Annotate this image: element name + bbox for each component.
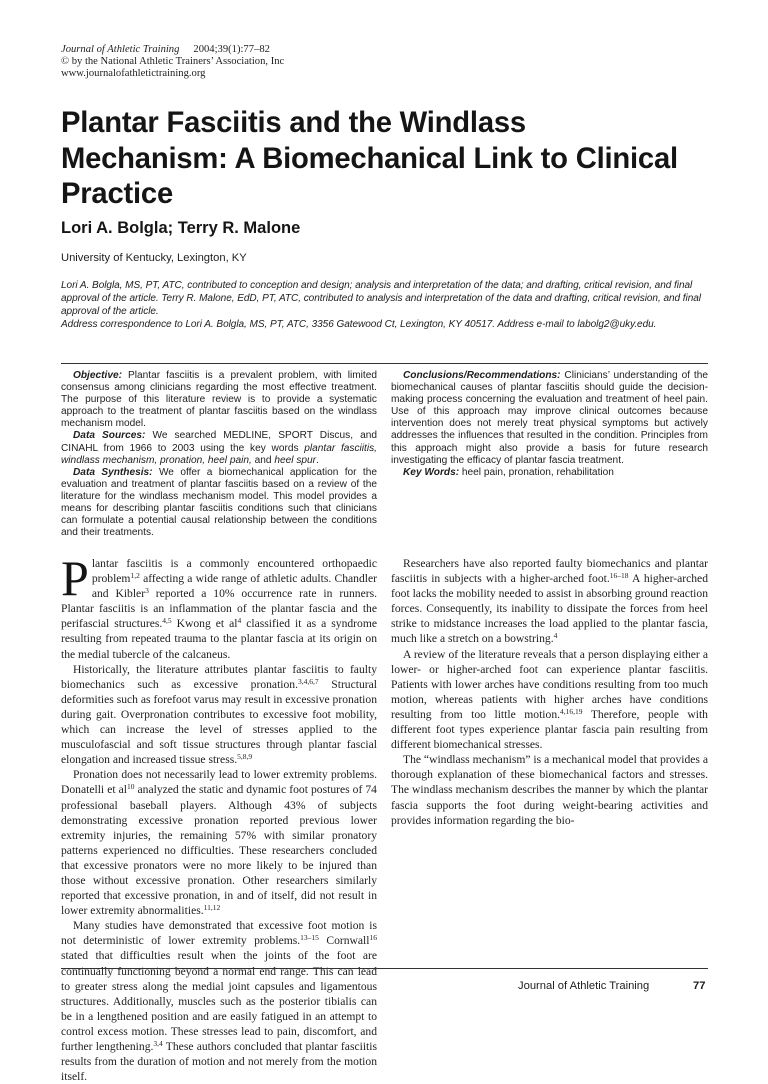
page-number: 77 bbox=[693, 980, 706, 992]
data-synthesis-label: Data Synthesis: bbox=[73, 466, 153, 478]
footer-rule bbox=[61, 968, 708, 969]
body-paragraph: The “windlass mechanism” is a mechanical model that provides a thorough explanation of these biomechanical factors and stresses. The windlass mechanism describes the manner by which the plantar fascia supports the foot during weight-bearing activities and provides information regarding the bio- bbox=[391, 753, 708, 827]
correspondence-address: Address correspondence to Lori A. Bolgla, MS, PT, ATC, 3356 Gatewood Ct, Lexington, KY 40517. Address e-mail to labolg2@uky.edu. bbox=[61, 319, 657, 331]
abstract-objective: Objective: Plantar fasciitis is a prevalent problem, with limited consensus among clinicians regarding the most effective treatment. The purpose of this literature review is to provide a systematic approach to the treatment of plantar fasciitis based on the windlass mechanism model. bbox=[61, 370, 377, 430]
abstract-top-rule bbox=[61, 363, 708, 364]
drop-cap: P bbox=[61, 550, 89, 606]
author-list: Lori A. Bolgla; Terry R. Malone bbox=[61, 219, 301, 237]
abstract-column-right bbox=[391, 370, 708, 479]
journal-name: Journal of Athletic Training bbox=[61, 44, 180, 55]
data-sources-label: Data Sources: bbox=[73, 430, 146, 442]
abstract-key-words: Key Words: heel pain, pronation, rehabilitation bbox=[403, 466, 614, 478]
body-column-left bbox=[61, 550, 378, 1084]
article-title: Plantar Fasciitis and the Windlass Mechanism: A Biomechanical Link to Clinical Practice bbox=[61, 107, 678, 210]
abstract-data-sources: Data Sources: We searched MEDLINE, SPORT Discus, and CINAHL from 1966 to 2003 using the key words plantar fasciitis, windlass mechanism, pronation, heel pain, and heel spur. bbox=[61, 430, 377, 466]
abstract-conclusions: Conclusions/Recommendations: Clinicians’ understanding of the biomechanical causes of plantar fasciitis should guide the decision-making process concerning the evaluation and treatment of heel pain. Use of this approach may improve clinical outcomes because intervention does not merely treat physical symptoms but actively addresses the influences that resulted in the condition. Principles from this approach might also provide a basis for future research investigating the efficacy of plantar fascia treatment. bbox=[391, 370, 708, 466]
body-paragraph: Historically, the literature attributes plantar fasciitis to faulty biomechanics such as excessive pronation.$^{3,4,6,7}$ Structural deformities such as forefoot varus may result in excessive pronation during gait. Overpronation contributes to excessive foot mobility, which can increase the level of stresses applied to the musculofascial and soft tissue structures through plantar fascial elongation and increased tissue stress.$^{5,8,9}$ bbox=[61, 662, 377, 767]
objective-label: Objective: bbox=[73, 370, 122, 381]
footer-journal-name: Journal of Athletic Training bbox=[518, 980, 650, 992]
body-paragraph: Plantar fasciitis is a commonly encountered orthopaedic problem$^{1,2}$ affecting a wide range of athletic adults. Chandler and Kibler$^3$ reported a 10% occurrence rate in runners. Plantar fasciitis is an inflammation of the plantar fascia and the perifascial structures.$^{4,5}$ Kwong et $al^4$ classified it as a syndrome resulting from repeated trauma to the plantar fascia at its origin on the medial tubercle of the calcaneus. bbox=[61, 550, 378, 661]
key-words-label: Key Words: bbox=[403, 466, 460, 478]
journal-volume-issue: 2004;39(1):77–82 bbox=[193, 44, 270, 55]
abstract-column-left bbox=[61, 370, 377, 539]
journal-url[interactable]: www.journalofathletictraining.org bbox=[61, 68, 206, 80]
body-paragraph: Pronation does not necessarily lead to lower extremity problems. Donatelli et $al^{10}$ analyzed the static and dynamic foot postures of 74 professional baseball players. Although 43% of subjects demonstrating excessive pronation reported previous lower extremity injuries, the remaining 57% with similar pronatory patterns experienced no difficulties. These researchers concluded that excessive pronators were no more likely to be injured than those without excessive pronation. Other researchers similarly reported that excessive pronation, in and of itself, did not result in lower extremity abnormalities.$^{11,12}$ bbox=[61, 768, 377, 918]
author-notes bbox=[61, 279, 713, 331]
body-column-right bbox=[391, 556, 708, 828]
author-contributions: Lori A. Bolgla, MS, PT, ATC, contributed to conception and design; analysis and interpretation of the data; and drafting, critical revision, and final approval of the article. Terry R. Malone, EdD, PT, ATC, contributed to analysis and interpretation of the data and drafting, critical revision, and final approval of the article. bbox=[61, 280, 701, 318]
conclusions-label: Conclusions/Recommendations: bbox=[403, 370, 561, 381]
abstract-data-synthesis: Data Synthesis: We offer a biomechanical application for the evaluation and treatment of plantar fasciitis based on a review of the literature for the windlass mechanism model. This model provides a means for describing plantar fasciitis conditions such that clinicians can formulate a potential causal relationship between the conditions and their treatments. bbox=[61, 466, 377, 539]
journal-citation-header bbox=[61, 44, 284, 81]
copyright-notice: © by the National Athletic Trainers’ Association, Inc bbox=[61, 56, 285, 68]
body-paragraph: A review of the literature reveals that a person displaying either a lower- or higher-arched foot can experience plantar fasciitis. Patients with lower arches have conditions resulting from too much motion, whereas patients with higher arches have conditions resulting from too little motion.$^{4,16,19}$ Therefore, people with different foot types experience plantar fascia pain resulting from different biomechanical stresses. bbox=[391, 647, 708, 752]
body-paragraph: Many studies have demonstrated that excessive foot motion is not deterministic of lower extremity problems.$^{13-15}$ Cornwall$^{16}$ stated that difficulties result when the joints of the foot are continually functioning beyond a normal end range. This can lead to greater stress along the medial joint capsules and ligamentous structures. Additionally, muscles such as the posterior tibialis can be in a lengthened position and are easily fatigued in an attempt to control excess motion. These stresses lead to pain, discomfort, and further lengthening.$^{3,4}$ These authors concluded that plantar fasciitis results from the duration of motion and not merely from the motion itself. bbox=[61, 919, 377, 1084]
body-paragraph: Researchers have also reported faulty biomechanics and plantar fasciitis in subjects with a higher-arched foot.$^{16-18}$ A higher-arched foot lacks the mobility needed to assist in absorbing ground reaction forces. Consequently, its inability to dissipate the forces from heel strike to midstance increases the load applied to the plantar fascia, much like a stretch on a bowstring.$^4$ bbox=[391, 557, 708, 646]
author-affiliation: University of Kentucky, Lexington, KY bbox=[61, 252, 247, 264]
